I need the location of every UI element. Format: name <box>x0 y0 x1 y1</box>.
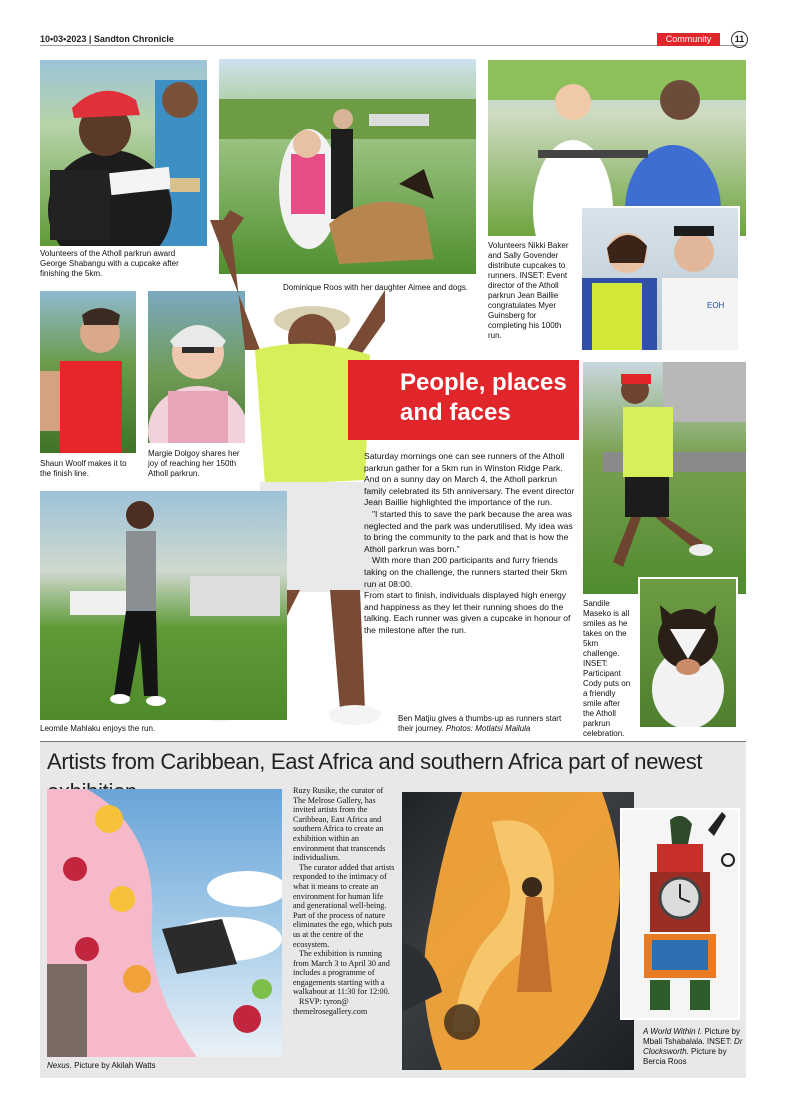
article-paragraph: The curator added that artists responded to the intimacy of what it means to create an environment for human life and generational well-being. Part of the process of nature eliminates the ego, which puts us at the centre of the ecosystem. <box>293 862 395 949</box>
svg-text:EOH: EOH <box>707 301 725 310</box>
caption-ben-text: Ben Matjiu gives a thumbs-up as runners start their journey. <box>398 714 562 733</box>
caption-world-title: A World Within I. <box>643 1027 703 1036</box>
caption-ben-credit: Photos: Motlatsi Mailula <box>445 724 531 733</box>
article-headline: Artists from Caribbean, East Africa and southern Africa part of newest <box>47 749 703 774</box>
caption-clocksworth-title: Dr Clocksworth. <box>643 1037 743 1056</box>
artwork-world-within <box>402 792 634 1070</box>
caption-sandile: Sandile Maseko is all smiles as he takes on the 5km challenge. INSET: Participant Cody puts on a friendly smile after the Atholl parkrun celebration. <box>583 599 631 738</box>
article-paragraph: RSVP: tyron@ themelrosegallery.com <box>293 997 368 1016</box>
artwork-dr-clocksworth <box>620 808 740 1020</box>
caption-cupcake-award: Volunteers of the Atholl parkrun award George Shabangu with a cupcake after finishing the 5km. <box>40 249 179 278</box>
story-paragraph: With more than 200 participants and furry friends taking on the challenge, the runners started their 5km run at 08:00. <box>364 555 568 589</box>
photo-inset-baillie <box>580 206 740 352</box>
headline-line-2: and faces <box>400 399 511 426</box>
caption-margie-dolgoy: Margie Dolgoy shares her joy of reaching her 150th Atholl parkrun. <box>148 449 240 478</box>
photo-cupcake-award <box>40 60 207 246</box>
caption-leomile: Leomile Mahlaku enjoys the run. <box>40 724 156 733</box>
caption-world-credit: Picture by Mbali Tshabalala. <box>643 1027 741 1046</box>
dateline: 10•03•2023 | Sandton Chronicle <box>40 34 174 44</box>
caption-volunteers: Volunteers Nikki Baker and Sally Govender distribute cupcakes to runners. INSET: Event director of the Atholl parkrun Jean Baillie congratulates Myer Guinsberg for completing his 100th run. <box>488 241 569 340</box>
photo-sandile-maseko <box>583 362 746 594</box>
story-body <box>364 451 579 637</box>
photo-shaun-woolf <box>40 291 136 453</box>
caption-world-within <box>643 1027 743 1067</box>
photo-leomile <box>40 491 287 720</box>
caption-ben-matjiu <box>398 714 568 734</box>
caption-clocksworth-prefix: INSET: <box>706 1037 732 1046</box>
story-paragraph: "I started this to save the park because the area was neglected and the park was underutilised. My idea was to bring the community to the park and that is how the Atholl parkrun was born." <box>364 508 573 554</box>
article-paragraph: Ruzy Rusike, the curator of The Melrose Gallery, has invited artists from the Caribbean, East Africa and southern Africa to create an exhibition within an environment that transcends individualism. <box>293 786 386 863</box>
article-paragraph: The exhibition is running from March 3 to April 30 and includes a programme of engagements starting with a walkabout at 11:30 for 12:00. <box>293 949 390 997</box>
photo-inset-cody <box>638 577 738 729</box>
story-paragraph: Saturday mornings one can see runners of the Atholl parkrun gather for a 5km run in Winston Ridge Park. And on a sunny day on March 4, the Atholl parkrun family celebrated its 5th anniversary. The event director Jean Baillie highlighted the importance of the run. <box>364 451 575 508</box>
artwork-nexus <box>47 789 282 1057</box>
headline-line-1: People, places <box>400 369 567 396</box>
headline <box>400 368 578 428</box>
caption-shaun-woolf: Shaun Woolf makes it to the finish line. <box>40 459 127 478</box>
section-tab[interactable]: Community <box>657 33 720 46</box>
caption-roos-dogs: Dominique Roos with her daughter Aimee and dogs. <box>283 283 468 292</box>
caption-nexus-title: Nexus. <box>47 1061 72 1070</box>
header-rule <box>40 45 746 46</box>
caption-clocksworth-credit: Picture by Bercia Roos <box>643 1047 727 1066</box>
page-number: 11 <box>731 31 748 48</box>
caption-nexus <box>47 1061 282 1071</box>
caption-nexus-credit: Picture by Akilah Watts <box>74 1061 156 1070</box>
article-body <box>293 786 397 1016</box>
story-paragraph: From start to finish, individuals displayed high energy and happiness as they let their running shoes do the talking. Each runner was given a cupcake in honour of the milestone after the run. <box>364 590 571 635</box>
